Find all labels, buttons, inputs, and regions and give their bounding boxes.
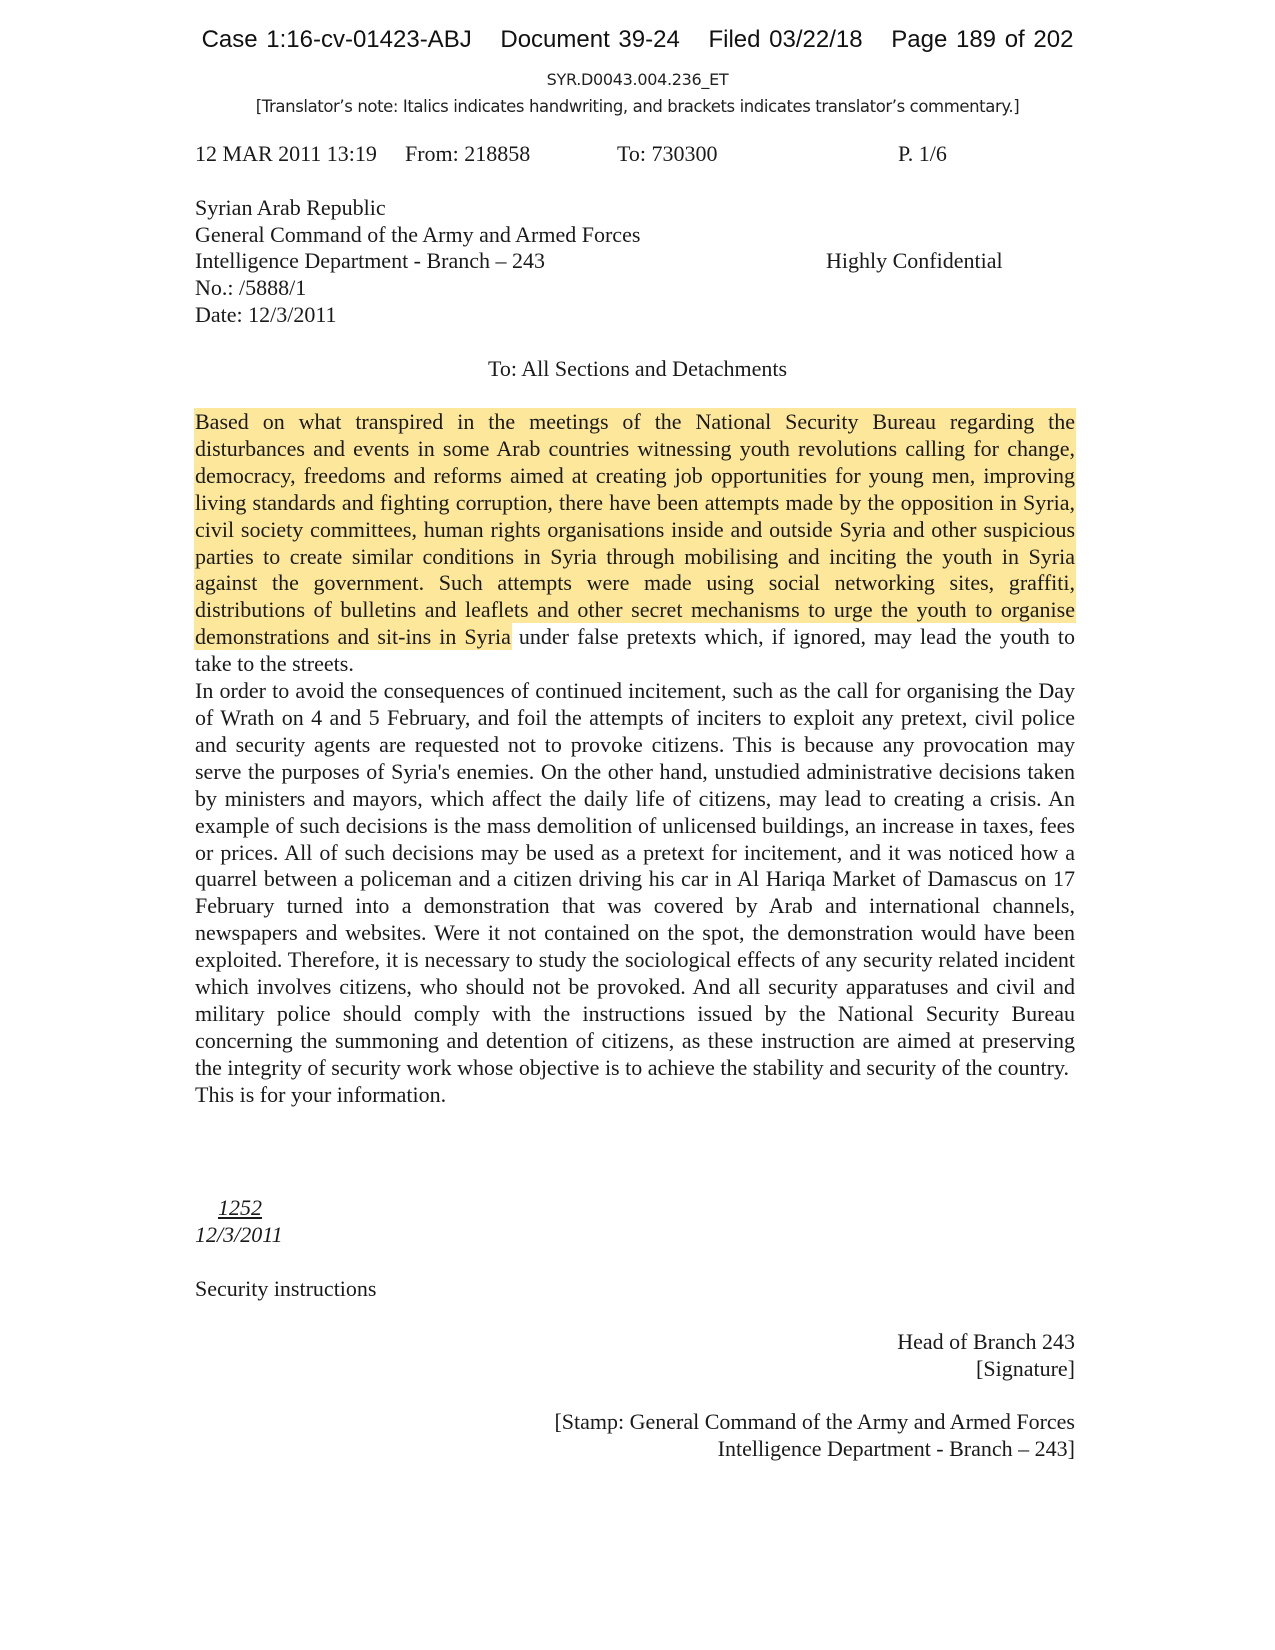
- bates-number: SYR.D0043.004.236_ET: [546, 70, 729, 89]
- translator-note: [Translator’s note: Italics indicates handwriting, and brackets indicates translator’s commentary.]: [255, 97, 1020, 116]
- stamp-line-2: Intelligence Department - Branch – 243]: [717, 1435, 1075, 1461]
- paragraph-1-continuation: under false pretexts which, if ignored, may lead the youth to take to the streets.: [195, 624, 1075, 677]
- court-filing-header: [0, 26, 1275, 54]
- fax-page-count: P. 1/6: [898, 141, 947, 166]
- classification-label: Highly Confidential: [826, 248, 1003, 273]
- addressee: To: All Sections and Detachments: [487, 356, 788, 381]
- page-number: Page 189 of 202: [891, 26, 1074, 53]
- letterhead-country: Syrian Arab Republic: [195, 195, 386, 220]
- handwritten-date: 12/3/2011: [195, 1222, 283, 1247]
- fax-to: To: 730300: [617, 141, 718, 166]
- letterhead: [195, 195, 640, 329]
- closing-line: This is for your information.: [195, 1081, 447, 1107]
- letterhead-date: Date: 12/3/2011: [195, 301, 337, 327]
- body-paragraph-2: In order to avoid the consequences of continued incitement, such as the call for organising the Day of Wrath on 4 and 5 February, and foil the attempts of inciters to exploit any pretext, civil police and security agents are requested not to provoke citizens. This is because any provocation may serve the purposes of Syria's enemies. On the other hand, unstudied administrative decisions taken by ministers and mayors, which affect the daily life of citizens, may lead to creating a crisis. An example of such decisions is the mass demolition of unlicensed buildings, an increase in taxes, fees or prices. All of such decisions may be used as a pretext for incitement, and it was noticed how a quarrel between a policeman and a citizen driving his car in Al Hariqa Market of Damascus on 17 February turned into a demonstration that was covered by Arab and international channels, newspapers and websites. Were it not contained on the spot, the demonstration would have been exploited. Therefore, it is necessary to study the sociological effects of any security related incident which involves citizens, who should not be provoked. And all security apparatuses and civil and military police should comply with the instructions issued by the National Security Bureau concerning the summoning and detention of citizens, as these instruction are aimed at preserving the integrity of security work whose objective is to achieve the stability and security of the country.: [195, 678, 1075, 1080]
- signatory-title: Head of Branch 243: [897, 1329, 1075, 1354]
- stamp-line-1: [Stamp: General Command of the Army and Armed Forces: [554, 1409, 1075, 1434]
- body-paragraph-1: [195, 409, 1075, 678]
- signature-note: [Signature]: [976, 1355, 1075, 1381]
- letterhead-command: General Command of the Army and Armed Forces: [195, 221, 641, 247]
- memo-body: [195, 409, 1075, 1109]
- highlighted-passage: Based on what transpired in the meetings of the National Security Bureau regarding the disturbances and events in some Arab countries witnessing youth revolutions calling for change, democracy, freedoms and reforms aimed at creating job opportunities for young men, improving living standards and fighting corruption, there have been attempts made by the opposition in Syria, civil society committees, human rights organisations inside and outside Syria and other suspicious parties to create similar conditions in Syria through mobilising and inciting the youth in Syria against the government. Such attempts were made using social networking sites, graffiti, distributions of bulletins and leaflets and other secret mechanisms to urge the youth to organise demonstrations and sit-ins in Syria: [195, 409, 1075, 650]
- letterhead-department: Intelligence Department - Branch – 243: [195, 248, 546, 274]
- fax-datetime: 12 MAR 2011 13:19: [195, 141, 377, 166]
- handwritten-number: 1252: [218, 1195, 262, 1220]
- document-number: Document 39-24: [500, 26, 680, 53]
- subject-line: Security instructions: [195, 1276, 377, 1301]
- signature-block: [897, 1329, 1075, 1382]
- case-number: Case 1:16-cv-01423-ABJ: [201, 26, 472, 53]
- filed-date: Filed 03/22/18: [708, 26, 863, 53]
- fax-from: From: 218858: [405, 141, 531, 166]
- stamp-note: [554, 1409, 1075, 1462]
- letterhead-reference-number: No.: /5888/1: [195, 275, 307, 301]
